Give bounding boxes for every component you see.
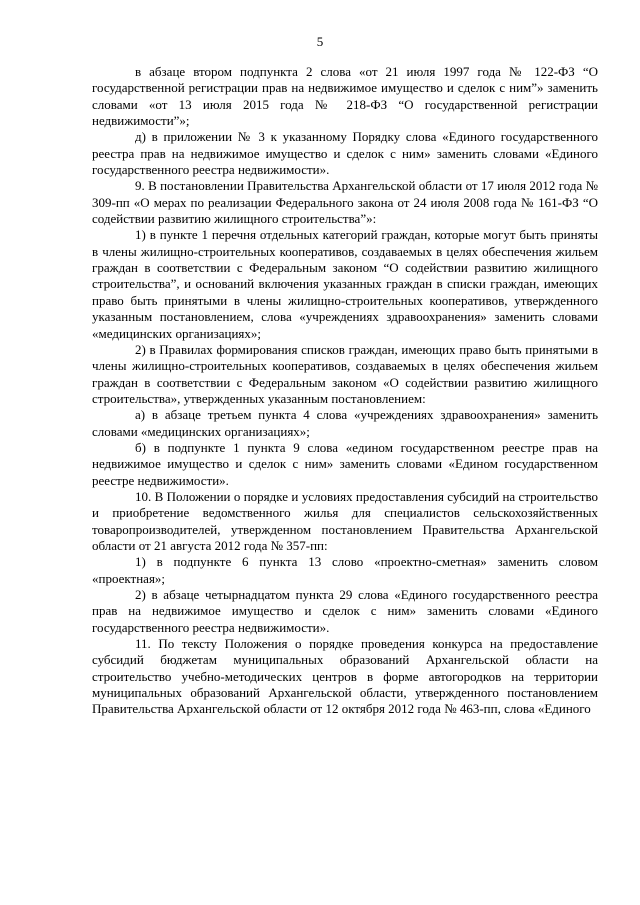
paragraph-9: 1) в подпункте 6 пункта 13 слово «проектно-сметная» заменить словом «проектная»;	[92, 554, 598, 586]
paragraph-6: а) в абзаце третьем пункта 4 слова «учреждениях здравоохранения» заменить словами «медицинских организациях»;	[92, 407, 598, 439]
paragraph-10: 2) в абзаце четырнадцатом пункта 29 слова «Единого государственного реестра прав на недвижимое имущество и сделок с ним» заменить словами «Единого государственного реестра недвижимости».	[92, 587, 598, 635]
paragraph-8: 10. В Положении о порядке и условиях предоставления субсидий на строительство и приобретение ведомственного жилья для специалистов сельскохозяйственных товаропроизводителей, утвержденном постановлением Правительства Архангельской области от 21 августа 2012 года № 357-пп:	[92, 488, 598, 553]
paragraph-4: 1) в пункте 1 перечня отдельных категорий граждан, которые могут быть приняты в члены жилищно-строительных кооперативов, создаваемых в целях обеспечения жильем граждан в соответствии с Федеральным законом “О содействии развитию жилищного строительства”, и оснований включения указанных граждан в списки граждан, имеющих право быть принятыми в члены жилищно-строительных кооперативов, утвержденного указанным постановлением, слова «учреждениях здравоохранения» заменить словами «медицинских организациях»;	[92, 227, 598, 341]
paragraph-7: б) в подпункте 1 пункта 9 слова «едином государственном реестре прав на недвижимое имущество и сделок с ним» заменить словами «Едином государственном реестре недвижимости».	[92, 439, 598, 488]
paragraph-11: 11. По тексту Положения о порядке проведения конкурса на предоставление субсидий бюджетам муниципальных образований Архангельской области на строительство учебно-методических центров в форме автогородков на территории муниципальных образований Архангельской области, утвержденного постановлением Правительства Архангельской области от 12 октября 2012 года № 463-пп, слова «Единого	[92, 636, 598, 717]
paragraph-1: в абзаце втором подпункта 2 слова «от 21 июля 1997 года № 122-ФЗ “О государственной регистрации прав на недвижимое имущество и сделок с ним”» заменить словами «от 13 июля 2015 года № 218-ФЗ “О государственной регистрации недвижимости”»;	[92, 64, 598, 129]
paragraph-2: д) в приложении № 3 к указанному Порядку слова «Единого государственного реестра прав на недвижимое имущество и сделок с ним» заменить словами «Единого государственного реестра недвижимости».	[92, 129, 598, 178]
page-number: 5	[316, 34, 324, 49]
document-body	[92, 64, 598, 718]
paragraph-3: 9. В постановлении Правительства Архангельской области от 17 июля 2012 года № 309-пп «О мерах по реализации Федерального закона от 24 июля 2008 года № 161-ФЗ “О содействии развитию жилищного строительства”»:	[92, 178, 598, 227]
paragraph-5: 2) в Правилах формирования списков граждан, имеющих право быть принятыми в члены жилищно-строительных кооперативов, создаваемых в целях обеспечения жильем граждан в соответствии с Федеральным законом «О содействии развитию жилищного строительства», утвержденных указанным постановлением:	[92, 341, 598, 406]
